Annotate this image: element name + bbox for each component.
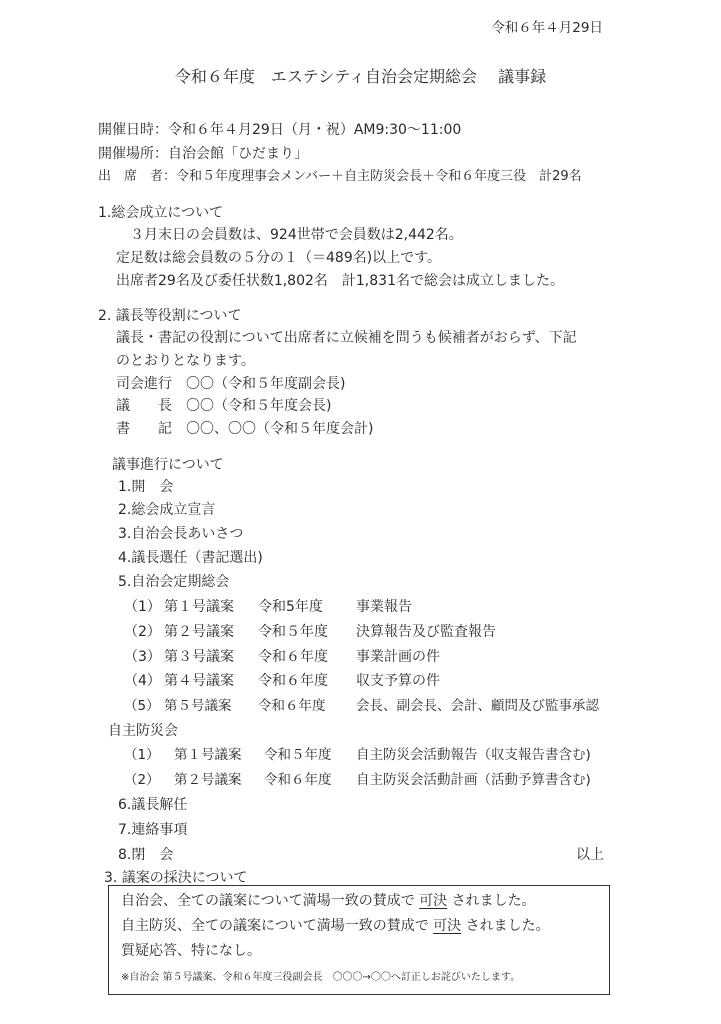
resolution-box — [108, 885, 610, 995]
section2-heading: 2. 議長等役割について — [98, 308, 242, 324]
bousai-heading: 自主防災会 — [108, 723, 178, 739]
role-person: 〇〇、〇〇（令和５年度会計) — [186, 421, 374, 437]
agenda-heading: 議事進行について — [112, 457, 224, 473]
role-person: 〇〇（令和５年度会長) — [186, 398, 332, 414]
bousai-bill-row: （2） 第２号議案 令和６年度 自主防災会活動計画（活動予算書含む) — [124, 772, 591, 788]
resolution-line: 質疑応答、特になし。 — [121, 943, 261, 959]
agenda-item: 8.閉 会 — [118, 847, 174, 863]
section3-heading: 3. 議案の採決について — [104, 870, 248, 886]
bill-row: （1） 第１号議案 令和5年度 事業報告 — [124, 599, 412, 615]
bill-row: （2） 第２号議案 令和５年度 決算報告及び監査報告 — [124, 624, 496, 640]
role-row — [116, 374, 345, 394]
section1-line: ３月末日の会員数は、924世帯で会員数は2,442名。 — [130, 227, 463, 243]
role-label: 書 記 — [116, 421, 172, 437]
correction-note: ※自治会 第５号議案、令和６年度三役副会長 〇〇〇→〇〇へ訂正しお詫びいたします。 — [121, 972, 521, 983]
section1-line: 出席者29名及び委任状数1,802名 計1,831名で総会は成立しました。 — [116, 273, 564, 289]
bill-row: （5） 第５号議案 令和６年度 会長、副会長、会計、顧問及び監事承認 — [124, 698, 599, 714]
bousai-bill-row: （1） 第１号議案 令和５年度 自主防災会活動報告（収支報告書含む) — [124, 747, 591, 763]
agenda-item: 7.連絡事項 — [118, 822, 188, 838]
meeting-place: 開催場所：自治会館「ひだまり」 — [98, 146, 308, 162]
section1-heading: 1.総会成立について — [98, 205, 224, 221]
role-label: 司会進行 — [116, 376, 172, 392]
agenda-item: 2.総会成立宣言 — [118, 502, 216, 518]
resolution-line: 自主防災、全ての議案について満場一致の賛成で 可決 されました。 — [121, 918, 550, 934]
bill-row: （3） 第３号議案 令和６年度 事業計画の件 — [124, 649, 440, 665]
agenda-item: 3.自治会長あいさつ — [118, 526, 244, 542]
agenda-item: 6.議長解任 — [118, 797, 188, 813]
section2-line: のとおりとなります。 — [116, 353, 255, 369]
agenda-item: 5.自治会定期総会 — [118, 574, 230, 590]
role-row — [116, 396, 331, 416]
agenda-item: 1.開 会 — [118, 479, 174, 495]
role-label: 議 長 — [116, 398, 172, 414]
section2-line: 議長・書記の役割について出席者に立候補を問うも候補者がおらず、下記 — [116, 330, 577, 346]
role-row — [116, 419, 373, 439]
resolution-line: 自治会、全ての議案について満場一致の賛成で 可決 されました。 — [121, 893, 536, 909]
meeting-datetime: 開催日時：令和６年４月29日（月・祝）AM9:30～11:00 — [98, 122, 462, 138]
approved-word: 可決 — [433, 918, 462, 934]
bill-row: （4） 第４号議案 令和６年度 収支予算の件 — [124, 673, 440, 689]
role-person: 〇〇（令和５年度副会長) — [186, 376, 346, 392]
section1-line: 定足数は総会員数の５分の１（＝489名)以上です。 — [116, 250, 442, 266]
meeting-attendees: 出 席 者：令和５年度理事会メンバー＋自主防災会長＋令和６年度三役 計29名 — [98, 169, 582, 184]
agenda-item: 4.議長選任（書記選出) — [118, 550, 263, 566]
approved-word: 可決 — [419, 893, 448, 909]
end-mark: 以上 — [576, 847, 604, 863]
document-title: 令和６年度 エステシティ自治会定期総会 議事録 — [174, 67, 547, 86]
document-date: 令和６年４月29日 — [491, 20, 603, 36]
